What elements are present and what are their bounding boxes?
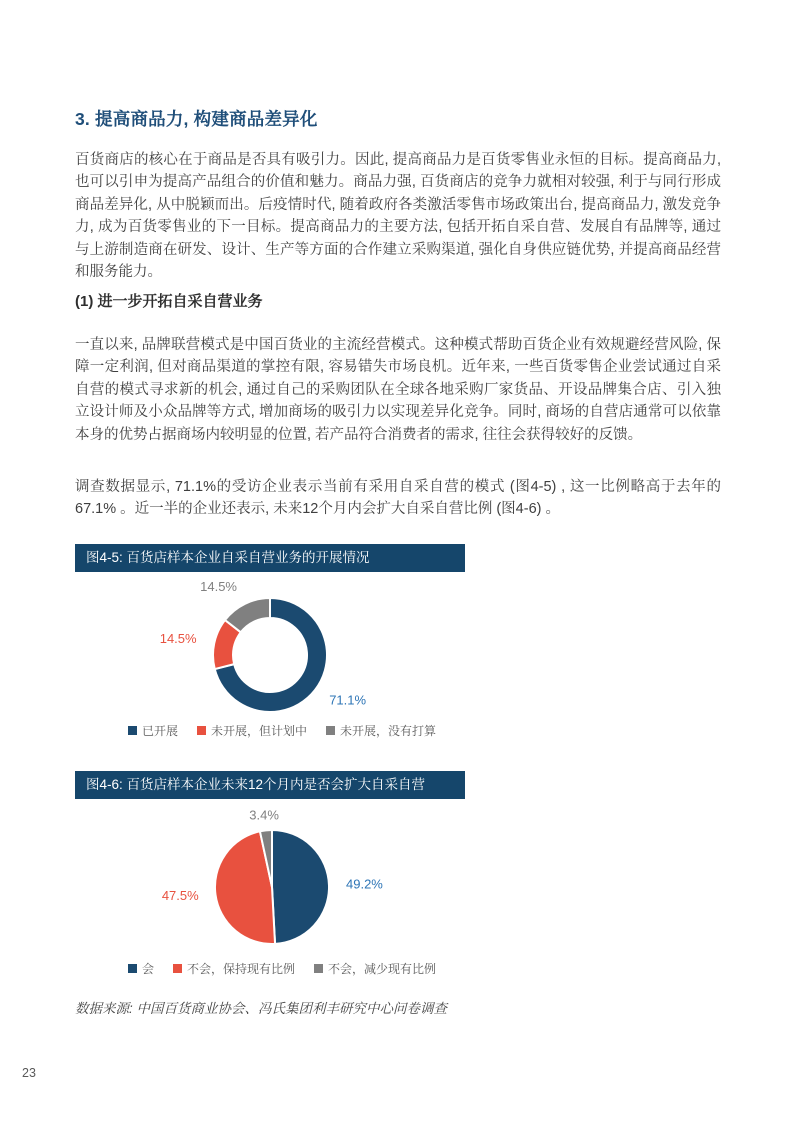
slice-value-label: 49.2%: [346, 876, 383, 892]
legend-label: 会: [142, 962, 155, 976]
legend-item: [128, 960, 154, 977]
donut-chart-figure-4-5: [75, 572, 515, 732]
pie-slice-会: [272, 830, 329, 944]
legend-label: 不会，减少现有比例: [328, 962, 437, 976]
paragraph-self-procurement: 一直以来, 品牌联营模式是中国百货业的主流经营模式。这种模式帮助百货企业有效规避经营风险, 保障一定利润, 但对商品渠道的掌控有限, 容易错失市场良机。近年来, 一些百货零售企业尝试通过自采自营的模式寻求新的机会, 通过自己的采购团队在全球各地采购厂家货品、开设品牌集合店、引入独立设计师及小众品牌等方式, 增加商场的吸引力以实现差异化竞争。同时, 商场的自营店通常可以依靠本身的优势占据商场内较明显的位置, 若产品符合消费者的需求, 往往会获得较好的反馈。: [75, 337, 721, 443]
legend-swatch: [326, 726, 335, 735]
figure-4-6-legend: [128, 960, 436, 977]
figure-4-6-title-bar: 图4-6: 百货店样本企业未来12个月内是否会扩大自采自营: [75, 771, 465, 799]
legend-item: [314, 960, 436, 977]
paragraph-intro: 百货商店的核心在于商品是否具有吸引力。因此, 提高商品力是百货零售业永恒的目标。提高商品力, 也可以引申为提高产品组合的价值和魅力。商品力强, 百货商店的竞争力就相对较强, 利于与同行形成商品差异化, 从中脱颖而出。后疫情时代, 随着政府各类激活零售市场政策出台, 提高商品力, 激发竞争力, 成为百货零售业的下一目标。提高商品力的主要方法, 包括开拓自采自营、发展自有品牌等, 通过与上游制造商在研发、设计、生产等方面的合作建立采购渠道, 强化自身供应链优势, 并提高商品经营和服务能力。: [75, 152, 721, 281]
legend-swatch: [314, 964, 323, 973]
legend-label: 未开展，没有打算: [340, 724, 437, 738]
slice-value-label: 14.5%: [159, 631, 197, 647]
figure-4-5-legend: [128, 722, 436, 739]
subsection-heading: (1) 进一步开拓自采自营业务: [75, 293, 263, 310]
legend-label: 不会，保持现有比例: [187, 962, 296, 976]
slice-value-label: 71.1%: [329, 692, 367, 708]
figure-4-5-title-bar: 图4-5: 百货店样本企业自采自营业务的开展情况: [75, 544, 465, 572]
paragraph-survey-results: 调查数据显示, 71.1%的受访企业表示当前有采用自采自营的模式 (图4-5) , 这一比例略高于去年的67.1% 。近一半的企业还表示, 未来12个月内会扩大自采自营比例 (图4-6) 。: [75, 479, 721, 518]
legend-item: [128, 722, 178, 739]
legend-item: [197, 722, 307, 739]
legend-item: [173, 960, 295, 977]
legend-swatch: [128, 964, 137, 973]
source-note: 数据来源: 中国百货商业协会、冯氏集团利丰研究中心问卷调查: [75, 1001, 448, 1016]
legend-swatch: [128, 726, 137, 735]
legend-label: 未开展，但计划中: [211, 724, 308, 738]
legend-swatch: [197, 726, 206, 735]
pie-chart-figure-4-6: [75, 808, 515, 953]
slice-value-label: 47.5%: [161, 888, 199, 904]
section-heading: 3. 提高商品力, 构建商品差异化: [75, 109, 318, 129]
legend-label: 已开展: [142, 724, 179, 738]
page-number: 23: [22, 1066, 36, 1080]
legend-item: [326, 722, 436, 739]
legend-swatch: [173, 964, 182, 973]
slice-value-label: 14.5%: [200, 579, 237, 595]
slice-value-label: 3.4%: [249, 808, 279, 823]
